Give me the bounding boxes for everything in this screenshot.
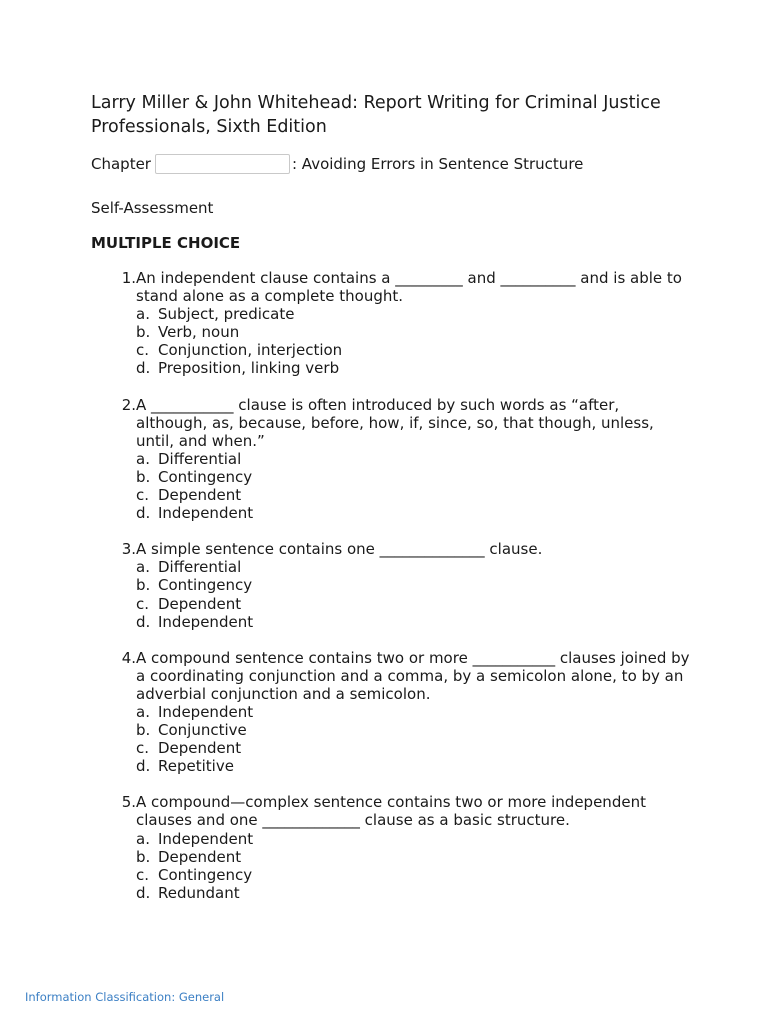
option-item: [136, 613, 691, 631]
option-text: Independent: [158, 612, 254, 631]
option-text: Contingency: [158, 865, 253, 884]
self-assessment-heading: Self-Assessment: [91, 199, 214, 217]
question-number: 4.: [121, 648, 136, 667]
option-letter: c.: [136, 594, 150, 613]
question-stem: A ___________ clause is often introduced by such words as “after, although, as, because, before, how, if, since, so, that though, unless, until, and when.”: [136, 395, 654, 450]
option-text: Subject, predicate: [158, 305, 295, 324]
option-text: Differential: [158, 449, 242, 468]
option-letter: c.: [136, 341, 150, 360]
option-item: [136, 866, 691, 884]
option-list: [136, 830, 691, 902]
option-letter: a.: [136, 702, 150, 721]
option-text: Dependent: [158, 486, 242, 505]
option-letter: d.: [136, 883, 151, 902]
question-body: [136, 269, 691, 378]
option-item: [136, 323, 691, 341]
chapter-title: : Avoiding Errors in Sentence Structure: [291, 155, 584, 173]
option-letter: d.: [136, 612, 151, 631]
question-stem: A compound sentence contains two or more ___________ clauses joined by a coordinating conjunction and a comma, by a semicolon alone, to by an adverbial conjunction and a semicolon.: [136, 648, 690, 703]
question-item: [91, 649, 691, 776]
option-item: [136, 341, 691, 359]
option-letter: a.: [136, 449, 150, 468]
option-letter: b.: [136, 721, 151, 740]
document-title: Larry Miller & John Whitehead: Report Writing for Criminal Justice Professionals, Sixth Edition: [91, 93, 661, 137]
option-text: Dependent: [158, 739, 242, 758]
option-letter: b.: [136, 576, 151, 595]
section-title: MULTIPLE CHOICE: [91, 234, 241, 252]
option-text: Independent: [158, 829, 254, 848]
option-letter: d.: [136, 504, 151, 523]
chapter-label: Chapter: [91, 155, 151, 173]
question-item: [91, 396, 691, 523]
option-text: Verb, noun: [158, 323, 240, 342]
option-item: [136, 703, 691, 721]
option-item: [136, 830, 691, 848]
question-body: [136, 649, 691, 776]
option-text: Preposition, linking verb: [158, 359, 340, 378]
question-stem: An independent clause contains a _________ and __________ and is able to stand alone as a complete thought.: [136, 269, 682, 306]
question-list: [91, 269, 691, 920]
option-text: Differential: [158, 558, 242, 577]
option-text: Dependent: [158, 594, 242, 613]
option-text: Independent: [158, 504, 254, 523]
option-letter: b.: [136, 847, 151, 866]
option-item: [136, 558, 691, 576]
question-stem: A compound—complex sentence contains two or more independent clauses and one _____________ clause as a basic structure.: [136, 793, 646, 830]
question-stem: A simple sentence contains one ______________ clause.: [136, 540, 543, 559]
option-letter: b.: [136, 467, 151, 486]
option-text: Conjunctive: [158, 721, 247, 740]
question-item: [91, 540, 691, 630]
classification-footer: Information Classification: General: [25, 990, 225, 1004]
option-text: Conjunction, interjection: [158, 341, 343, 360]
question-number: 5.: [121, 793, 136, 812]
option-letter: d.: [136, 757, 151, 776]
option-letter: a.: [136, 829, 150, 848]
option-item: [136, 576, 691, 594]
question-body: [136, 540, 691, 630]
option-letter: b.: [136, 323, 151, 342]
question-item: [91, 269, 691, 378]
question-item: [91, 793, 691, 902]
option-item: [136, 450, 691, 468]
option-item: [136, 486, 691, 504]
option-item: [136, 359, 691, 377]
option-letter: c.: [136, 865, 150, 884]
option-letter: d.: [136, 359, 151, 378]
option-item: [136, 595, 691, 613]
option-list: [136, 450, 691, 522]
question-body: [136, 396, 691, 523]
option-letter: c.: [136, 739, 150, 758]
option-text: Redundant: [158, 883, 240, 902]
option-text: Contingency: [158, 576, 253, 595]
option-letter: a.: [136, 305, 150, 324]
option-item: [136, 468, 691, 486]
chapter-number-field[interactable]: [155, 154, 290, 174]
question-number: 1.: [121, 269, 136, 287]
option-item: [136, 884, 691, 902]
option-item: [136, 305, 691, 323]
question-body: [136, 793, 691, 902]
option-list: [136, 703, 691, 775]
question-number: 3.: [121, 540, 136, 559]
option-text: Contingency: [158, 467, 253, 486]
option-item: [136, 504, 691, 522]
option-letter: a.: [136, 558, 150, 577]
option-list: [136, 305, 691, 377]
option-letter: c.: [136, 486, 150, 505]
option-item: [136, 739, 691, 757]
option-text: Independent: [158, 702, 254, 721]
option-item: [136, 721, 691, 739]
option-list: [136, 558, 691, 630]
option-item: [136, 757, 691, 775]
option-text: Repetitive: [158, 757, 234, 776]
option-item: [136, 848, 691, 866]
question-number: 2.: [121, 395, 136, 414]
option-text: Dependent: [158, 847, 242, 866]
chapter-line: [91, 154, 583, 174]
